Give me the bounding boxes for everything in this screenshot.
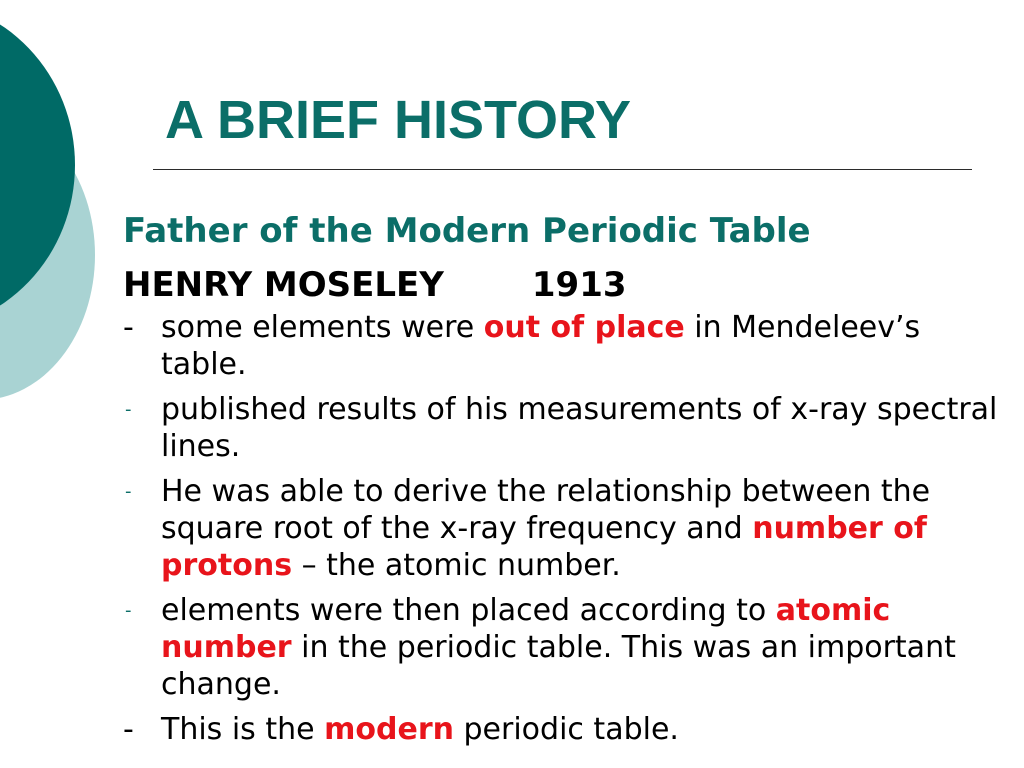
bullet-text: elements were then placed according to: [161, 593, 776, 628]
bullet-marker: -: [123, 712, 134, 747]
bullet-item: [123, 309, 1003, 383]
bullet-item: [123, 592, 1003, 703]
bullet-marker: -: [125, 600, 132, 621]
bullet-item: [123, 473, 1003, 584]
bullet-text: periodic table.: [453, 712, 679, 747]
bullet-text: some elements were: [161, 310, 484, 345]
scientist-name: HENRY MOSELEY: [123, 265, 444, 305]
bullet-highlight: modern: [324, 712, 454, 747]
bullet-marker: -: [125, 399, 132, 420]
scientist-heading: [123, 263, 1003, 307]
bullet-item: [123, 391, 1003, 465]
bullet-text: published results of his measurements of x-ray spectral lines.: [161, 392, 998, 464]
bullet-list: [123, 309, 1003, 748]
slide-title: A BRIEF HISTORY: [165, 90, 632, 150]
title-divider: [153, 169, 972, 170]
slide-content: [123, 209, 1003, 756]
bullet-item: [123, 711, 1003, 748]
bullet-text: He was able to derive the relationship between the square root of the x-ray frequency and: [161, 474, 931, 546]
bullet-text: – the atomic number.: [292, 548, 621, 583]
bullet-marker: -: [125, 481, 132, 502]
scientist-year: 1913: [531, 265, 627, 305]
bullet-text: in the periodic table. This was an important change.: [161, 630, 956, 702]
bullet-text: in Mendeleev’s table.: [161, 310, 921, 382]
bullet-marker: -: [123, 310, 134, 345]
bullet-text: This is the: [161, 712, 325, 747]
slide-subtitle: Father of the Modern Periodic Table: [123, 211, 811, 251]
bullet-highlight: atomic number: [161, 593, 891, 665]
bullet-highlight: out of place: [483, 310, 685, 345]
bullet-highlight: number of protons: [161, 511, 927, 583]
